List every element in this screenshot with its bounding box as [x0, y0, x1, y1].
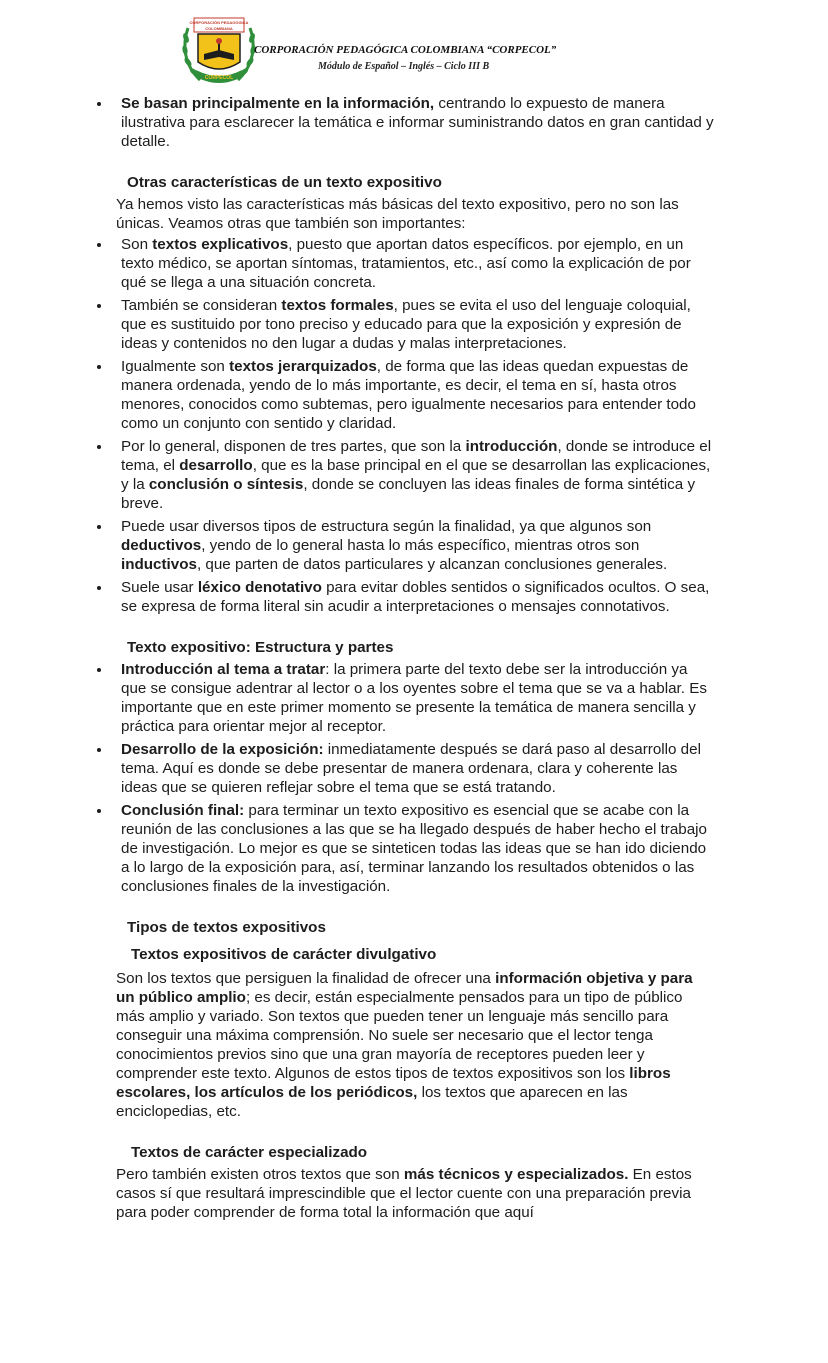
organization-title: CORPORACIÓN PEDAGÓGICA COLOMBIANA “CORPECOL” — [254, 44, 557, 56]
list-item: Desarrollo de la exposición: inmediatamente después se dará paso al desarrollo del tema. Aquí es donde se debe presentar de manera ordenara, clara y coherente las ideas que se quieren reflejar sobre el tema que se está tratando. — [114, 740, 714, 797]
section-heading-estructura: Texto expositivo: Estructura y partes — [127, 639, 394, 656]
document-body — [114, 94, 714, 1222]
paragraph-divulgativo: Son los textos que persiguen la finalidad de ofrecer una información objetiva y para un público amplio; es decir, están especialmente pensados para un tipo de público más amplio y variado. Son textos que pueden tener un lenguaje más sencillo para conseguir una máxima comprensión. No suele ser necesario que el lector tenga conocimientos previos sino que una gran mayoría de receptores pueden leer y comprender este texto. Algunos de estos tipos de textos expositivos son los libros escolares, los artículos de los periódicos, los textos que aparecen en las enciclopedias, etc. — [116, 970, 693, 1120]
list-item: Igualmente son textos jerarquizados, de forma que las ideas quedan expuestas de manera ordenada, yendo de lo más importante, es decir, el tema en sí, hasta otros menores, conocidos como subtemas, pero igualmente necesarios para entender todo como un conjunto con sentido y claridad. — [114, 357, 714, 433]
intro-list — [114, 94, 714, 151]
subheading-especializado: Textos de carácter especializado — [131, 1144, 368, 1161]
subheading-divulgativo: Textos expositivos de carácter divulgativo — [131, 946, 437, 963]
svg-text:CORPORACIÓN PEDAGÓGICA: CORPORACIÓN PEDAGÓGICA — [189, 20, 249, 25]
list-item: Puede usar diversos tipos de estructura según la finalidad, ya que algunos son deductivos, yendo de lo general hasta lo más específico, mientras otros son inductivos, que parten de datos particulares y alcanzan conclusiones generales. — [114, 517, 714, 574]
section-heading-otras: Otras características de un texto expositivo — [127, 174, 442, 191]
list-item: Conclusión final: para terminar un texto expositivo es esencial que se acabe con la reunión de las conclusiones a las que se ha llegado después de haber hecho el trabajo de investigación. Lo mejor es que se sinteticen todas las ideas que se han ido diciendo a lo largo de la exposición para, así, terminar lanzando los resultados obtenidos o las conclusiones finales de la investigación. — [114, 801, 714, 896]
list-item: Suele usar léxico denotativo para evitar dobles sentidos o significados ocultos. O sea, se expresa de forma literal sin acudir a interpretaciones o mensajes connotativos. — [114, 578, 714, 616]
svg-text:COLOMBIANA: COLOMBIANA — [205, 26, 233, 31]
paragraph-especializado: Pero también existen otros textos que son más técnicos y especializados. En estos casos sí que resultará imprescindible que el lector cuente con una preparación previa para poder comprender de forma total la información que aquí — [116, 1166, 692, 1221]
otras-list — [114, 235, 714, 616]
list-item: Son textos explicativos, puesto que aportan datos específicos. por ejemplo, en un texto médico, se aportan síntomas, tratamientos, etc., así como la explicación de por qué se llega a una situación concreta. — [114, 235, 714, 292]
corpecol-logo — [180, 10, 258, 90]
list-item: Se basan principalmente en la información, centrando lo expuesto de manera ilustrativa para esclarecer la temática e informar suministrando datos en gran cantidad y detalle. — [114, 94, 714, 151]
page-header — [0, 0, 828, 92]
svg-text:CORPECOL: CORPECOL — [204, 75, 234, 81]
list-item: Introducción al tema a tratar: la primera parte del texto debe ser la introducción ya que se consigue adentrar al lector o a los oyentes sobre el tema que se va a hablar. Es importante que en este primer momento se presente la temática de manera sencilla y práctica para orientar mejor al receptor. — [114, 660, 714, 736]
section-heading-tipos: Tipos de textos expositivos — [127, 919, 326, 936]
paragraph: Ya hemos visto las características más básicas del texto expositivo, pero no son las únicas. Veamos otras que también son importantes: — [116, 196, 679, 232]
estructura-list — [114, 660, 714, 896]
list-item: También se consideran textos formales, pues se evita el uso del lenguaje coloquial, que es sustituido por tono preciso y educado para que la exposición y expresión de ideas y contenidos no den lugar a dudas y malas interpretaciones. — [114, 296, 714, 353]
module-subtitle: Módulo de Español – Inglés – Ciclo III B — [318, 61, 490, 72]
list-item: Por lo general, disponen de tres partes, que son la introducción, donde se introduce el tema, el desarrollo, que es la base principal en el que se desarrollan las explicaciones, y la conclusión o síntesis, donde se concluyen las ideas finales de forma sintética y breve. — [114, 437, 714, 513]
